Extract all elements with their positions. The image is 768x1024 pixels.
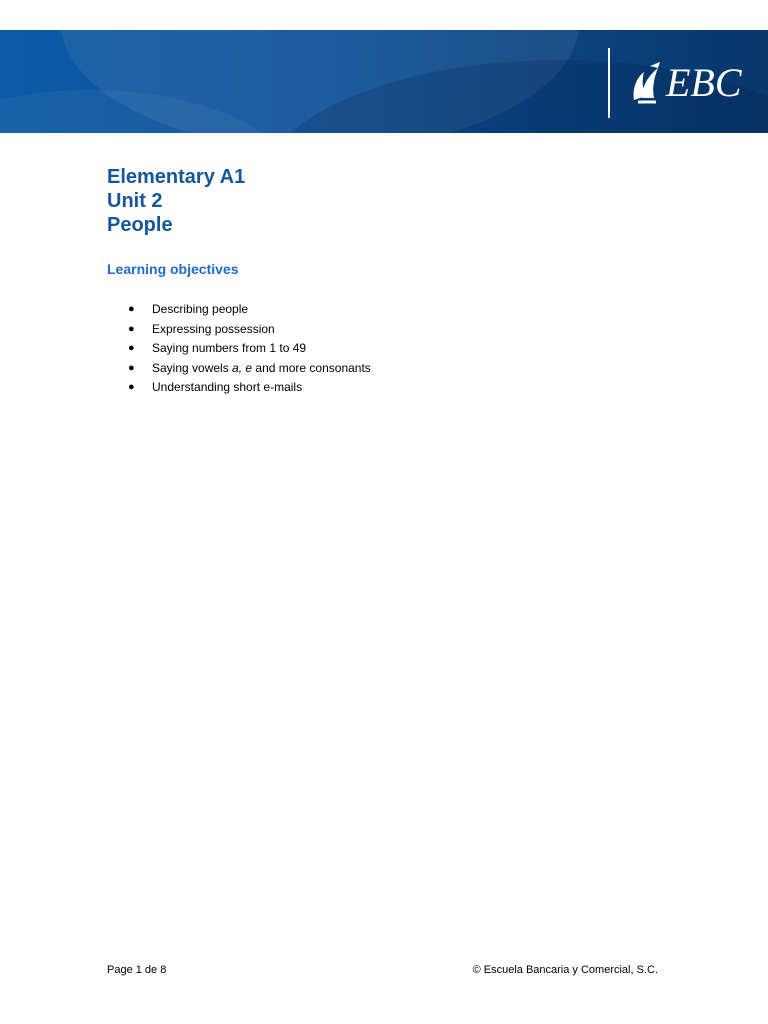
list-item <box>128 339 371 359</box>
bullet-icon: ● <box>128 303 135 315</box>
ebc-logo <box>630 58 742 108</box>
title-topic: People <box>107 214 173 236</box>
header-banner <box>0 30 768 133</box>
title-course: Elementary A1 <box>107 166 246 188</box>
list-item-text-emphasis: a, e <box>232 360 253 375</box>
list-item <box>128 320 371 340</box>
document-title <box>107 165 245 237</box>
list-item-text-post: and more consonants <box>252 360 371 375</box>
logo-divider <box>608 48 610 118</box>
list-item <box>128 359 371 379</box>
list-item-text: Describing people <box>152 302 249 316</box>
title-unit: Unit 2 <box>107 190 163 212</box>
ebc-emblem-icon <box>630 60 664 106</box>
learning-objectives-list <box>128 300 371 398</box>
logo-text: EBC <box>666 60 742 105</box>
list-item-text: Saying numbers from 1 to 49 <box>152 341 307 355</box>
bullet-icon: ● <box>128 322 135 335</box>
page-number: Page 1 de 8 <box>107 964 167 976</box>
list-item-text-pre: Saying vowels <box>152 360 233 375</box>
copyright-notice: © Escuela Bancaria y Comercial, S.C. <box>472 964 658 976</box>
list-item-text: Expressing possession <box>152 321 275 336</box>
list-item <box>128 300 371 320</box>
learning-objectives-heading: Learning objectives <box>107 261 239 277</box>
bullet-icon: ● <box>128 381 135 393</box>
list-item <box>128 378 371 398</box>
bullet-icon: ● <box>128 361 135 374</box>
list-item-text: Understanding short e-mails <box>152 380 303 394</box>
bullet-icon: ● <box>128 342 135 354</box>
